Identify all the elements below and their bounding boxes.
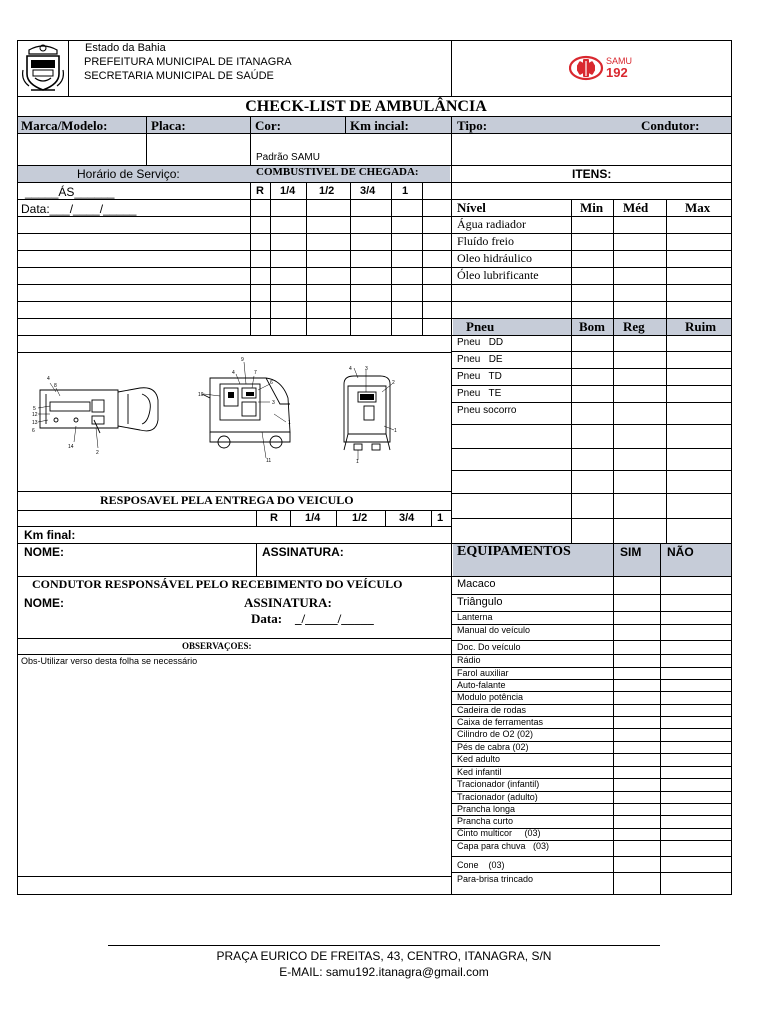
- km-final-label: Km final:: [24, 528, 76, 542]
- fuel-r: R: [256, 185, 264, 197]
- entrega-fuel-quarter: 1/4: [305, 512, 321, 524]
- diagram-label: 4: [349, 366, 352, 372]
- med-header: Méd: [623, 200, 649, 215]
- equip-item: Manual do veículo: [457, 625, 531, 635]
- diagram-label: 8: [54, 383, 57, 389]
- pneu-item: Pneu DE: [457, 354, 503, 365]
- state-label: Estado da Bahia: [85, 42, 166, 54]
- equip-item: Cilindro de O2 (02): [457, 729, 534, 739]
- fuel-three-quarters: 3/4: [360, 185, 376, 197]
- secretariat-label: SECRETARIA MUNICIPAL DE SAÚDE: [84, 70, 274, 82]
- pneu-item: Pneu TE: [457, 388, 502, 399]
- diagram-label: 6: [270, 380, 273, 386]
- samu-number: 192: [606, 65, 628, 80]
- equipamentos-header: EQUIPAMENTOS: [457, 544, 571, 559]
- min-header: Min: [580, 200, 604, 215]
- footer-address: PRAÇA EURICO DE FREITAS, 43, CENTRO, ITANAGRA, S/N: [216, 949, 552, 963]
- diagram-label: 4: [232, 370, 235, 376]
- entrega-fuel-three-quarters: 3/4: [399, 512, 415, 524]
- diagram-label: 2: [392, 380, 395, 386]
- diagram-label: 1: [288, 420, 291, 426]
- recebimento-assinatura-label: ASSINATURA:: [244, 595, 332, 610]
- equip-item: Pés de cabra (02): [457, 742, 529, 752]
- equip-item: Macaco: [457, 578, 496, 590]
- equip-item: Prancha longa: [457, 804, 516, 814]
- tipo-label: Tipo:: [457, 118, 488, 133]
- entrega-fuel-half: 1/2: [352, 512, 368, 524]
- equip-item: Farol auxiliar: [457, 668, 509, 678]
- diagram-label: 4: [47, 376, 50, 382]
- diagram-label: 11: [266, 458, 272, 464]
- equip-item: Prancha curto: [457, 816, 514, 826]
- fuel-quarter: 1/4: [280, 185, 296, 197]
- diagram-label: 13: [32, 420, 38, 426]
- diagram-label: 12: [32, 412, 38, 418]
- samu-text: SAMU: [606, 56, 633, 66]
- equip-item: Cadeira de rodas: [457, 705, 527, 715]
- observacoes-note: Obs-Utilizar verso desta folha se necessário: [21, 656, 198, 666]
- prefecture-label: PREFEITURA MUNICIPAL DE ITANAGRA: [84, 56, 292, 68]
- placa-label: Placa:: [151, 118, 186, 133]
- diagram-label: 5: [33, 406, 36, 412]
- diagram-label: 2: [96, 450, 99, 456]
- data-line: Data:___/____/_____: [21, 202, 137, 216]
- equip-item: Lanterna: [457, 612, 493, 622]
- equip-item: Cone (03): [457, 860, 505, 870]
- diagram-label: 1: [394, 428, 397, 434]
- diagram-label: 9: [241, 357, 244, 363]
- diagram-label: 10: [198, 392, 204, 398]
- pneu-item: Pneu DD: [457, 337, 504, 348]
- equip-item: Ked infantil: [457, 767, 502, 777]
- equip-item: Modulo potência: [457, 692, 524, 702]
- combustivel-label: COMBUSTIVEL DE CHEGADA:: [256, 166, 419, 178]
- ambulance-side-view-diagram: [196, 354, 300, 466]
- ambulance-top-view-diagram: [30, 358, 165, 458]
- ambulance-rear-view-diagram: [336, 364, 402, 464]
- nivel-item: Oleo hidráulico: [457, 251, 532, 265]
- nao-header: NÃO: [667, 545, 694, 559]
- coat-of-arms-logo: [21, 40, 65, 95]
- pneu-item: Pneu TD: [457, 371, 502, 382]
- recebimento-nome-label: NOME:: [24, 596, 64, 610]
- diagram-label: 6: [32, 428, 35, 434]
- entrega-title: RESPOSAVEL PELA ENTREGA DO VEICULO: [100, 493, 354, 507]
- recebimento-title: CONDUTOR RESPONSÁVEL PELO RECEBIMENTO DO VEÍCULO: [32, 577, 403, 591]
- marca-label: Marca/Modelo:: [21, 118, 108, 133]
- diagram-label: 3: [272, 400, 275, 406]
- entrega-assinatura-label: ASSINATURA:: [262, 545, 344, 559]
- entrega-nome-label: NOME:: [24, 545, 64, 559]
- equip-item: Auto-falante: [457, 680, 506, 690]
- reg-header: Reg: [623, 319, 645, 334]
- page-title: CHECK-LIST DE AMBULÂNCIA: [245, 98, 487, 115]
- equip-item: Doc. Do veículo: [457, 642, 521, 652]
- sim-header: SIM: [620, 545, 642, 559]
- fuel-full: 1: [402, 185, 409, 197]
- bom-header: Bom: [579, 319, 605, 334]
- equip-item: Cinto multicor (03): [457, 828, 541, 838]
- pneu-item: Pneu socorro: [457, 405, 517, 416]
- diagram-label: 7: [254, 370, 257, 376]
- equip-item: Tracionador (adulto): [457, 792, 538, 802]
- observacoes-title: OBSERVAÇOES:: [182, 641, 252, 651]
- horario-as-line: _____ÁS______: [25, 185, 115, 199]
- equip-item: Rádio: [457, 655, 481, 665]
- nivel-item: Água radiador: [457, 217, 526, 231]
- equip-item: Triângulo: [457, 596, 503, 608]
- entrega-fuel-full: 1: [437, 512, 444, 524]
- equip-item: Ked adulto: [457, 754, 501, 764]
- cor-value: Padrão SAMU: [256, 152, 320, 163]
- recebimento-data-line: Data: _/_____/_____: [251, 611, 374, 626]
- max-header: Max: [685, 200, 711, 215]
- equip-item: Caixa de ferramentas: [457, 717, 544, 727]
- diagram-label: 3: [365, 366, 368, 372]
- cor-label: Cor:: [255, 118, 281, 133]
- km-inicial-label: Km incial:: [350, 118, 409, 133]
- condutor-label: Condutor:: [641, 118, 700, 133]
- footer-email: E-MAIL: samu192.itanagra@gmail.com: [279, 965, 489, 979]
- nivel-item: Fluído freio: [457, 234, 514, 248]
- equip-item: Tracionador (infantil): [457, 779, 540, 789]
- entrega-fuel-r: R: [270, 512, 278, 524]
- ruim-header: Ruim: [685, 319, 717, 334]
- nivel-item: Óleo lubrificante: [457, 268, 539, 282]
- equip-item: Para-brisa trincado: [457, 874, 534, 884]
- horario-label: Horário de Serviço:: [77, 167, 180, 181]
- fuel-half: 1/2: [319, 185, 335, 197]
- itens-label: ITENS:: [572, 167, 612, 181]
- nivel-header: Nível: [457, 200, 486, 215]
- equip-item: Capa para chuva (03): [457, 841, 550, 851]
- diagram-label: 1: [356, 459, 359, 464]
- diagram-label: 14: [68, 444, 74, 450]
- pneu-header: Pneu: [466, 319, 495, 334]
